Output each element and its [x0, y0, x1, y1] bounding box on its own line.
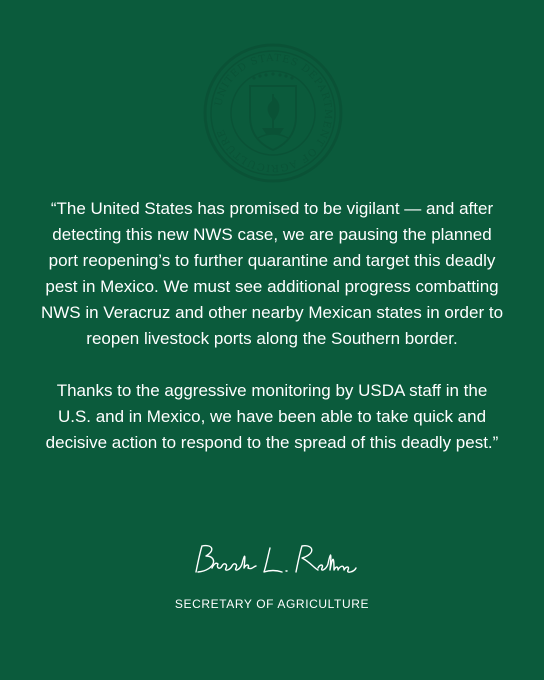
signature — [182, 538, 362, 586]
usda-seal-icon — [202, 42, 344, 184]
signatory-title: SECRETARY OF AGRICULTURE — [174, 597, 370, 611]
seal-text: UNITED STATES DEPARTMENT OF AGRICULTURE — [213, 52, 334, 174]
quote-paragraph-2: Thanks to the aggressive monitoring by USDA staff in the U.S. and in Mexico, we have been able to take quick and decisive action to respond to the spread of this deadly pest.” — [45, 381, 499, 452]
quote — [40, 196, 504, 456]
quote-paragraph-1: “The United States has promised to be vigilant — and after detecting this new NWS case, we are pausing the planned port reopening’s to further quarantine and target this deadly pest in Mexico. We must see additional progress combatting NWS in Veracruz and other nearby Mexican states in order to reopen livestock ports along the Southern border. — [40, 199, 504, 348]
